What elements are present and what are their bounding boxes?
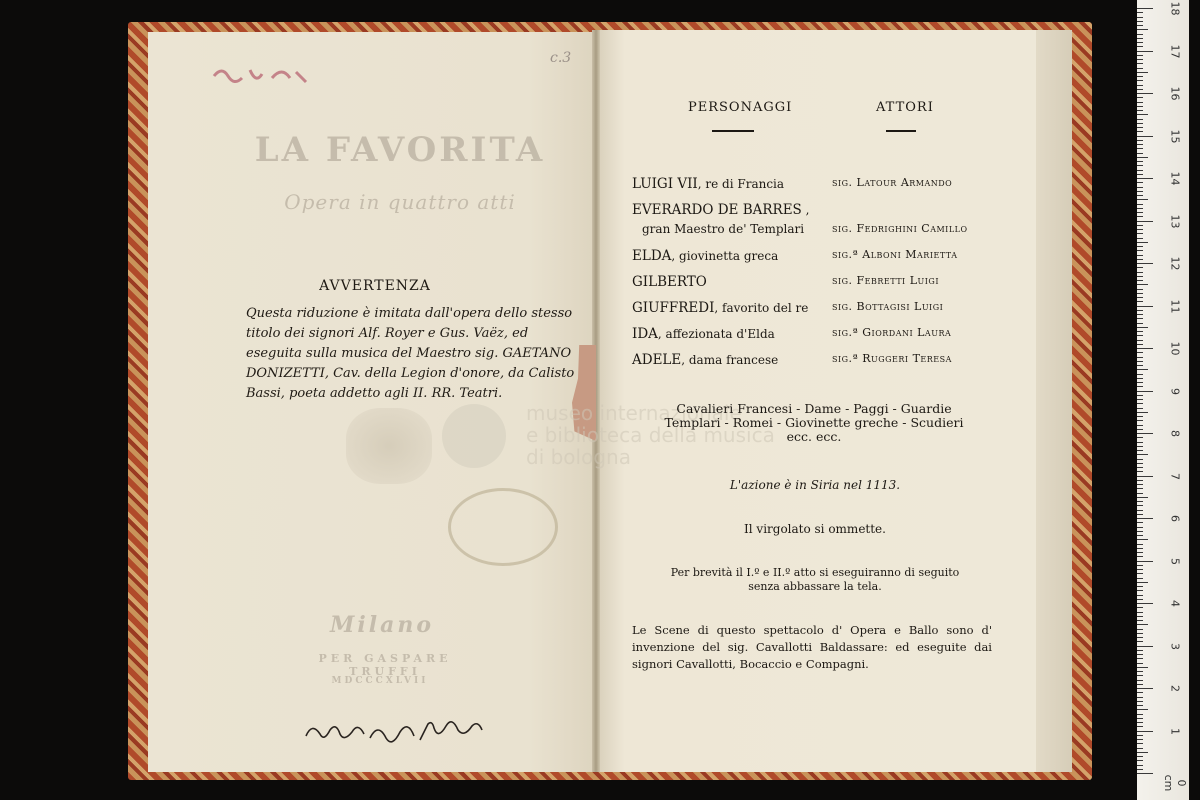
ghost-title: LA FAVORITA <box>254 130 546 170</box>
ruler-tick <box>1137 603 1153 604</box>
ruler-tick <box>1137 314 1143 315</box>
ruler-tick <box>1137 697 1143 698</box>
ruler-tick <box>1137 114 1148 115</box>
watermark-line: e biblioteca della musica <box>526 423 775 447</box>
ruler-tick <box>1137 272 1143 273</box>
ruler-tick <box>1137 216 1143 217</box>
ruler-tick <box>1137 412 1148 413</box>
ruler-tick <box>1137 726 1143 727</box>
back-endpaper <box>1036 30 1072 772</box>
ghost-emblem <box>346 408 432 484</box>
ensemble-line: Cavalieri Francesi - Dame - Paggi - Guardie <box>676 401 952 416</box>
ruler-tick <box>1137 182 1143 183</box>
ruler-tick <box>1137 301 1143 302</box>
ruler-tick <box>1137 395 1143 396</box>
column-header-attori: ATTORI <box>876 100 934 115</box>
ruler-number: 7 <box>1168 472 1182 480</box>
ruler-tick <box>1137 12 1143 13</box>
ruler-tick <box>1137 578 1143 579</box>
ruler-tick <box>1137 318 1143 319</box>
ruler-tick <box>1137 267 1143 268</box>
ruler-tick <box>1137 51 1153 52</box>
ruler-tick <box>1137 195 1143 196</box>
character: IDA, affezionata d'Elda <box>632 326 775 342</box>
ruler-tick <box>1137 374 1143 375</box>
ruler-tick <box>1137 89 1143 90</box>
ruler-tick <box>1137 229 1143 230</box>
ruler-tick <box>1137 731 1153 732</box>
ruler-tick <box>1137 442 1143 443</box>
ruler-tick <box>1137 735 1143 736</box>
ruler-tick <box>1137 633 1143 634</box>
ruler-tick <box>1137 131 1143 132</box>
scene-credits: Le Scene di questo spettacolo d' Opera e Ballo sono d' invenzione del sig. Cavallotti Baldassare: ed eseguite dai signori Cavallotti, Bocaccio e Compagni. <box>632 623 992 671</box>
ensemble-line: Templari - Romei - Giovinette greche - Scudieri <box>664 415 964 430</box>
ruler-tick <box>1137 204 1143 205</box>
ruler-tick <box>1137 369 1148 370</box>
ruler-tick <box>1137 467 1143 468</box>
ruler-tick <box>1137 556 1143 557</box>
ruler-tick <box>1137 599 1143 600</box>
ruler-tick <box>1137 127 1143 128</box>
ruler-tick <box>1137 488 1143 489</box>
ruler-tick <box>1137 531 1143 532</box>
character: GILBERTO <box>632 274 707 290</box>
ruler-tick <box>1137 55 1143 56</box>
ruler-tick <box>1137 718 1143 719</box>
ensemble-list <box>634 402 994 444</box>
handwritten-signature <box>300 718 510 748</box>
ruler-tick <box>1137 692 1143 693</box>
avvertenza-heading: AVVERTENZA <box>319 278 431 294</box>
ruler-tick <box>1137 501 1143 502</box>
ruler-tick <box>1137 306 1153 307</box>
ruler-tick <box>1137 178 1153 179</box>
ruler-unit: 0 cm <box>1162 774 1188 792</box>
ruler-tick <box>1137 187 1143 188</box>
ruler-tick <box>1137 714 1143 715</box>
ruler-number: 11 <box>1168 299 1182 313</box>
ruler-number: 1 <box>1168 727 1182 735</box>
ruler-tick <box>1137 773 1153 774</box>
ruler-tick <box>1137 769 1143 770</box>
ruler-tick <box>1137 97 1143 98</box>
ruler-tick <box>1137 72 1148 73</box>
ruler-tick <box>1137 527 1143 528</box>
ruler-tick <box>1137 748 1143 749</box>
ruler-number: 3 <box>1168 642 1182 650</box>
ruler-tick <box>1137 233 1143 234</box>
ruler-number: 6 <box>1168 515 1182 522</box>
header-rule <box>886 130 916 132</box>
ruler-tick <box>1137 378 1143 379</box>
ghost-subtitle: Opera in quattro atti <box>284 190 516 214</box>
ruler-tick <box>1137 157 1148 158</box>
brevity-line: Per brevità il I.º e II.º atto si eseguiranno di seguito <box>670 566 960 579</box>
watermark-logo <box>442 404 506 468</box>
ruler-tick <box>1137 650 1143 651</box>
ruler-tick <box>1137 352 1143 353</box>
ruler-tick <box>1137 106 1143 107</box>
ruler-tick <box>1137 344 1143 345</box>
ruler-tick <box>1137 701 1143 702</box>
character: ADELE, dama francese <box>632 352 779 368</box>
ruler-tick <box>1137 437 1143 438</box>
ruler-tick <box>1137 629 1143 630</box>
ruler-tick <box>1137 450 1143 451</box>
header-rule <box>712 130 754 132</box>
ink-annotation <box>210 62 320 88</box>
ruler-tick <box>1137 59 1143 60</box>
ruler-tick <box>1137 595 1143 596</box>
ruler-tick <box>1137 102 1143 103</box>
ruler-tick <box>1137 221 1153 222</box>
avvertenza-line: titolo dei signori Alf. Royer e Gus. Vaëz, ed <box>246 326 529 341</box>
ruler-tick <box>1137 85 1143 86</box>
ruler-tick <box>1137 80 1143 81</box>
ruler-number: 14 <box>1168 171 1182 186</box>
actor: sig.ª Giordani Laura <box>832 326 952 339</box>
ruler-tick <box>1137 310 1143 311</box>
ruler-tick <box>1137 637 1143 638</box>
ruler-number: 15 <box>1168 129 1182 143</box>
column-header-personaggi: PERSONAGGI <box>688 100 793 115</box>
setting-note: L'azione è in Siria nel 1113. <box>729 478 901 492</box>
ruler-tick <box>1137 463 1143 464</box>
ruler-tick <box>1137 365 1143 366</box>
ruler-number: 4 <box>1168 600 1182 607</box>
ruler-tick <box>1137 327 1148 328</box>
ruler-tick <box>1137 242 1148 243</box>
ruler-tick <box>1137 348 1153 349</box>
ruler-tick <box>1137 386 1143 387</box>
ruler-tick <box>1137 391 1153 392</box>
ruler-number: 2 <box>1168 685 1182 692</box>
ruler-tick <box>1137 68 1143 69</box>
ruler-tick <box>1137 246 1143 247</box>
ruler-tick <box>1137 323 1143 324</box>
ruler-tick <box>1137 408 1143 409</box>
character: EVERARDO DE BARRES , <box>632 202 810 218</box>
ruler-tick <box>1137 573 1143 574</box>
ruler-tick <box>1137 446 1143 447</box>
ruler-number: 12 <box>1168 256 1182 271</box>
avvertenza-line: Bassi, poeta addetto agli II. RR. Teatri. <box>246 386 503 401</box>
ruler-tick <box>1137 569 1143 570</box>
ruler-tick <box>1137 671 1143 672</box>
ruler-tick <box>1137 756 1143 757</box>
ruler-tick <box>1137 119 1143 120</box>
ruler-tick <box>1137 29 1148 30</box>
ruler-number: 8 <box>1168 430 1182 437</box>
ruler-tick <box>1137 620 1143 621</box>
ruler-tick <box>1137 199 1148 200</box>
ruler-tick <box>1137 46 1143 47</box>
actor: sig. Latour Armando <box>832 176 953 189</box>
ghost-number: MDCCCXLVII <box>331 676 429 686</box>
ruler-tick <box>1137 382 1143 383</box>
ruler-tick <box>1137 259 1143 260</box>
ruler-tick <box>1137 335 1143 336</box>
ghost-city: Milano <box>330 612 434 638</box>
ruler-tick <box>1137 123 1143 124</box>
ruler-tick <box>1137 471 1143 472</box>
watermark-line: di bologna <box>526 445 631 469</box>
ruler-tick <box>1137 565 1143 566</box>
ruler-tick <box>1137 539 1148 540</box>
ruler-tick <box>1137 680 1143 681</box>
ensemble-line: ecc. ecc. <box>786 429 842 444</box>
ruler-tick <box>1137 552 1143 553</box>
ruler-number: 10 <box>1168 341 1182 356</box>
ruler-tick <box>1137 93 1153 94</box>
ghost-printer: PER GASPARE TRUFFI <box>318 652 452 678</box>
ruler-tick <box>1137 561 1153 562</box>
ruler-tick <box>1137 743 1143 744</box>
character: LUIGI VII, re di Francia <box>632 176 785 192</box>
virgolato-note: Il virgolato si ommette. <box>744 522 886 536</box>
ruler-tick <box>1137 752 1148 753</box>
ruler-tick <box>1137 191 1143 192</box>
ruler-tick <box>1137 607 1143 608</box>
ruler-tick <box>1137 148 1143 149</box>
ruler-tick <box>1137 705 1143 706</box>
ruler-tick <box>1137 624 1148 625</box>
ruler-tick <box>1137 616 1143 617</box>
ruler-tick <box>1137 263 1153 264</box>
ruler-tick <box>1137 136 1153 137</box>
ruler-tick <box>1137 34 1143 35</box>
ruler-tick <box>1137 497 1148 498</box>
ruler-tick <box>1137 340 1143 341</box>
character-description: gran Maestro de' Templari <box>642 222 805 236</box>
ruler-tick <box>1137 765 1143 766</box>
brevity-note <box>610 566 1020 594</box>
ruler-tick <box>1137 514 1143 515</box>
ruler-tick <box>1137 399 1143 400</box>
ruler-tick <box>1137 484 1143 485</box>
ruler-tick <box>1137 21 1143 22</box>
ruler-tick <box>1137 140 1143 141</box>
ruler-tick <box>1137 476 1153 477</box>
ruler-tick <box>1137 416 1143 417</box>
ruler-tick <box>1137 429 1143 430</box>
ruler-tick <box>1137 663 1143 664</box>
measuring-ruler <box>1137 0 1189 800</box>
ruler-tick <box>1137 493 1143 494</box>
avvertenza-text <box>246 304 576 404</box>
ruler-tick <box>1137 535 1143 536</box>
ruler-tick <box>1137 722 1143 723</box>
ruler-tick <box>1137 688 1153 689</box>
ruler-tick <box>1137 289 1143 290</box>
ruler-tick <box>1137 170 1143 171</box>
ruler-tick <box>1137 654 1143 655</box>
ruler-tick <box>1137 505 1143 506</box>
character: GIUFFREDI, favorito del re <box>632 300 809 316</box>
actor: sig.ª Alboni Marietta <box>832 248 958 261</box>
ruler-tick <box>1137 331 1143 332</box>
ruler-tick <box>1137 403 1143 404</box>
avvertenza-line: eseguita sulla musica del Maestro sig. GAETANO <box>246 346 572 361</box>
ruler-tick <box>1137 293 1143 294</box>
ruler-tick <box>1137 658 1143 659</box>
ruler-tick <box>1137 208 1143 209</box>
ruler-number: 13 <box>1168 214 1182 228</box>
ruler-tick <box>1137 420 1143 421</box>
ruler-tick <box>1137 454 1148 455</box>
actor: sig. Febretti Luigi <box>832 274 939 287</box>
ruler-number: 5 <box>1168 557 1182 565</box>
ruler-tick <box>1137 612 1143 613</box>
ruler-tick <box>1137 510 1143 511</box>
ruler-tick <box>1137 225 1143 226</box>
avvertenza-line: DONIZETTI, Cav. della Legion d'onore, da Calisto <box>246 366 575 381</box>
ruler-tick <box>1137 544 1143 545</box>
ruler-tick <box>1137 667 1148 668</box>
ruler-tick <box>1137 641 1143 642</box>
actor: sig. Bottagisi Luigi <box>832 300 944 313</box>
ruler-tick <box>1137 174 1143 175</box>
ruler-tick <box>1137 161 1143 162</box>
ruler-tick <box>1137 212 1143 213</box>
ruler-tick <box>1137 646 1153 647</box>
ruler-tick <box>1137 8 1153 9</box>
pencil-mark: c.3 <box>550 50 572 66</box>
ruler-tick <box>1137 459 1143 460</box>
ruler-tick <box>1137 76 1143 77</box>
ruler-tick <box>1137 675 1143 676</box>
brevity-line: senza abbassare la tela. <box>748 580 882 593</box>
ruler-tick <box>1137 590 1143 591</box>
ruler-tick <box>1137 255 1143 256</box>
ruler-tick <box>1137 480 1143 481</box>
ruler-tick <box>1137 518 1153 519</box>
watermark-line: museo internazionale <box>526 401 742 425</box>
ruler-tick <box>1137 297 1143 298</box>
ruler-tick <box>1137 280 1143 281</box>
ruler-tick <box>1137 144 1143 145</box>
ruler-number: 9 <box>1168 387 1182 395</box>
ruler-tick <box>1137 276 1143 277</box>
ruler-tick <box>1137 110 1143 111</box>
ruler-tick <box>1137 250 1143 251</box>
ruler-tick <box>1137 433 1153 434</box>
ruler-number: 16 <box>1168 86 1182 101</box>
ruler-tick <box>1137 425 1143 426</box>
avvertenza-line: Questa riduzione è imitata dall'opera dello stesso <box>246 306 573 321</box>
ruler-tick <box>1137 42 1143 43</box>
ruler-tick <box>1137 17 1143 18</box>
ruler-tick <box>1137 38 1143 39</box>
ruler-tick <box>1137 25 1143 26</box>
ruler-tick <box>1137 582 1148 583</box>
ruler-tick <box>1137 153 1143 154</box>
ruler-tick <box>1137 361 1143 362</box>
ruler-tick <box>1137 684 1143 685</box>
ruler-number: 17 <box>1168 44 1182 58</box>
ruler-tick <box>1137 238 1143 239</box>
character: ELDA, giovinetta greca <box>632 248 779 264</box>
ruler-tick <box>1137 522 1143 523</box>
ruler-tick <box>1137 760 1143 761</box>
ruler-tick <box>1137 63 1143 64</box>
ruler-tick <box>1137 739 1143 740</box>
actor: sig.ª Ruggeri Teresa <box>832 352 952 365</box>
ruler-tick <box>1137 548 1143 549</box>
ruler-tick <box>1137 586 1143 587</box>
ruler-tick <box>1137 165 1143 166</box>
ruler-number: 18 <box>1168 1 1182 16</box>
actor: sig. Fedrighini Camillo <box>832 222 968 235</box>
ruler-tick <box>1137 284 1148 285</box>
ruler-tick <box>1137 357 1143 358</box>
ruler-tick <box>1137 709 1148 710</box>
